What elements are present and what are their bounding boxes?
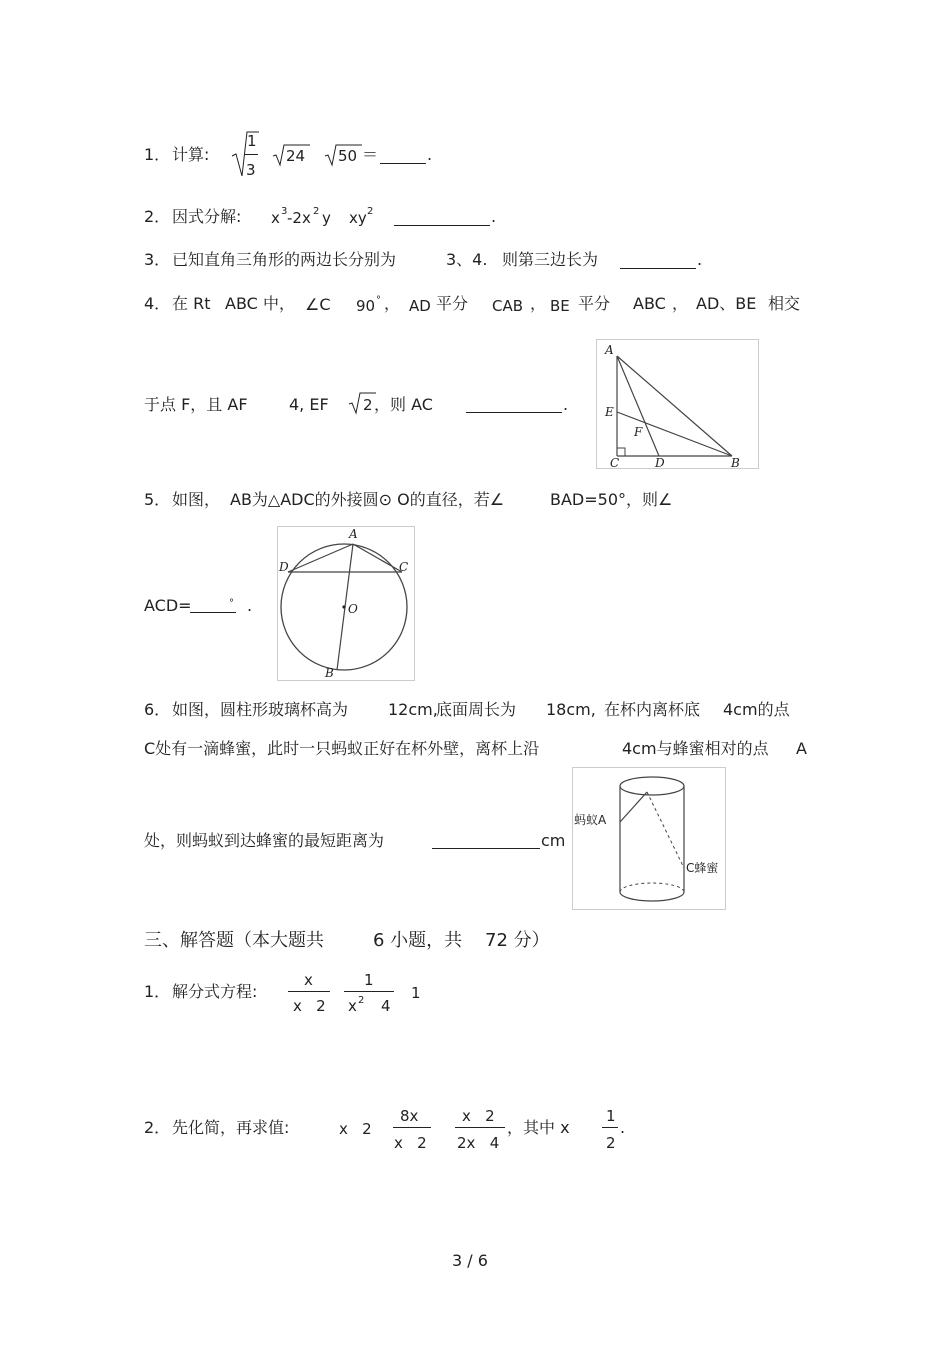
q2-exp-2: 2 [313, 206, 320, 217]
q4-label-a: A [605, 343, 614, 357]
q6-answer-blank [432, 848, 540, 849]
s1-frac1-den: x 2 [293, 997, 326, 1015]
q4-p1: 在 Rt [172, 294, 211, 313]
q3-number: 3． [144, 250, 171, 269]
q1-period: . [427, 145, 433, 164]
q1-radicand-3: 50 [338, 147, 358, 165]
s2-where: ，其中 x [507, 1118, 570, 1137]
q1-number: 1． [144, 145, 171, 164]
q6-l1a: 如图，圆柱形玻璃杯高为 [172, 700, 349, 719]
q4-ad: AD [409, 297, 431, 315]
q5-number: 5． [144, 490, 171, 509]
q4-angle-value: 90 [356, 297, 376, 315]
q6-cylinder-figure [572, 767, 726, 910]
page-number: 3 / 6 [452, 1251, 488, 1270]
q4-line2-b: 4, EF [289, 395, 329, 414]
q6-l1d: 18cm, [546, 700, 596, 719]
q4-label-c: C [610, 456, 620, 469]
q5-label-d: D [279, 560, 289, 574]
q3-values: 3、4. [446, 250, 488, 269]
q2-xy: xy [349, 209, 367, 227]
s2-frac1-num: 8x [400, 1107, 419, 1125]
q4-p16: 相交 [768, 294, 801, 313]
q4-answer-blank [466, 412, 562, 413]
q1-frac-num: 1 [247, 132, 257, 150]
q4-be: BE [550, 297, 570, 315]
s2-label: 先化简，再求值: [172, 1118, 290, 1137]
s1-frac2-bar [344, 991, 394, 992]
q4-radicand: 2 [363, 396, 373, 414]
q1-frac-bar [244, 154, 258, 155]
section3-count: 6 小题，共 [373, 930, 463, 951]
q6-l1f: 4cm的点 [723, 700, 790, 719]
s1-frac2-den-exp: 2 [358, 995, 365, 1006]
q4-p14: ， [672, 294, 689, 313]
q5-text2: AB为△ADC的外接圆⊙ O的直径，若∠ [230, 490, 505, 509]
s2-frac3-bar [602, 1127, 618, 1128]
q2-number: 2． [144, 207, 171, 226]
q2-mid: -2x [287, 209, 311, 227]
s1-frac2-den-4: 4 [381, 997, 391, 1015]
s2-frac1-bar [393, 1127, 431, 1128]
q4-label-d: D [655, 456, 665, 469]
q4-line2-a: 于点 F，且 AF [144, 395, 248, 414]
q4-line2-d: ，则 AC [374, 395, 433, 414]
s2-number: 2． [144, 1118, 171, 1137]
q1-answer-blank [380, 163, 426, 164]
q4-cab: CAB [492, 297, 524, 315]
q4-p10: ， [530, 294, 547, 313]
q1-equals: ＝ [362, 145, 379, 164]
q6-label-ant: 蚂蚁A [574, 813, 607, 827]
q6-l2c: A [796, 739, 807, 758]
s2-frac2-num: x 2 [462, 1107, 495, 1125]
s1-frac2-den-x: x [348, 997, 357, 1015]
section3-score: 72 分） [485, 930, 550, 951]
q6-l2b: 4cm与蜂蜜相对的点 [622, 739, 769, 758]
q2-exp-3: 3 [281, 206, 288, 217]
q4-label-e: E [605, 405, 614, 419]
q4-p12: 平分 [578, 294, 611, 313]
q6-number: 6． [144, 700, 171, 719]
s2-x-plus-2: x 2 [339, 1120, 372, 1138]
s2-frac2-den: 2x 4 [457, 1134, 500, 1152]
q4-degree: ° [376, 295, 381, 306]
q4-angle-c: ∠C [305, 295, 331, 314]
q4-number: 4． [144, 294, 171, 313]
s1-frac1-num: x [304, 971, 313, 989]
q2-x: x [271, 209, 280, 227]
q2-exp-2b: 2 [367, 206, 374, 217]
q2-label: 因式分解: [172, 207, 242, 226]
q1-label: 计算: [172, 145, 210, 164]
q2-period: . [491, 207, 497, 226]
q4-p3: 中， [263, 294, 296, 313]
q6-l3a: 处，则蚂蚁到达蜂蜜的最短距离为 [144, 831, 385, 850]
q6-l1b: 12cm, [388, 700, 438, 719]
s2-frac3-num: 1 [606, 1107, 616, 1125]
q1-radicand-2: 24 [286, 147, 306, 165]
q6-l1c: 底面周长为 [436, 700, 517, 719]
q3-text: 已知直角三角形的两边长分别为 [172, 250, 397, 269]
q5-circle-figure [277, 526, 415, 681]
q2-y: y [322, 209, 331, 227]
q5-line2: ACD= [144, 596, 192, 615]
s1-label: 解分式方程: [172, 982, 258, 1001]
q6-l1e: 在杯内离杯底 [604, 700, 701, 719]
q4-label-f: F [634, 425, 643, 439]
q3-text2: 则第三边长为 [502, 250, 599, 269]
q4-label-b: B [731, 456, 740, 469]
q4-period: . [563, 395, 569, 414]
q4-triangle-figure [596, 339, 759, 469]
s1-number: 1． [144, 982, 171, 1001]
q4-p6: ， [384, 294, 401, 313]
q5-label-o: O [348, 602, 358, 616]
s2-period: . [620, 1118, 626, 1137]
q5-label-a: A [349, 527, 358, 541]
q4-p2: ABC [225, 294, 258, 313]
s1-rhs: 1 [411, 984, 421, 1002]
q5-text3: BAD=50°，则∠ [550, 490, 673, 509]
s1-frac1-bar [288, 991, 330, 992]
section3-title: 三、解答题（本大题共 [144, 930, 324, 951]
q5-label-b: B [325, 666, 334, 680]
q6-unit: cm [541, 831, 566, 850]
q2-answer-blank [394, 225, 490, 226]
q5-period: . [247, 596, 253, 615]
q6-l2a: C处有一滴蜂蜜，此时一只蚂蚁正好在杯外壁，离杯上沿 [144, 739, 540, 758]
q4-p8: 平分 [436, 294, 469, 313]
q3-answer-blank [620, 268, 696, 269]
q1-frac-den: 3 [246, 161, 256, 179]
q5-text: 如图， [172, 490, 221, 509]
s1-frac2-num: 1 [364, 971, 374, 989]
s2-frac1-den: x 2 [394, 1134, 427, 1152]
q3-period: . [697, 250, 703, 269]
s2-frac2-bar [455, 1127, 505, 1128]
q6-label-honey: C蜂蜜 [686, 861, 719, 875]
q5-label-c: C [399, 560, 409, 574]
q4-ad-be: AD、BE [696, 294, 757, 313]
s2-frac3-den: 2 [606, 1134, 616, 1152]
q4-abc: ABC [633, 294, 666, 313]
q5-degree: ° [229, 598, 234, 609]
